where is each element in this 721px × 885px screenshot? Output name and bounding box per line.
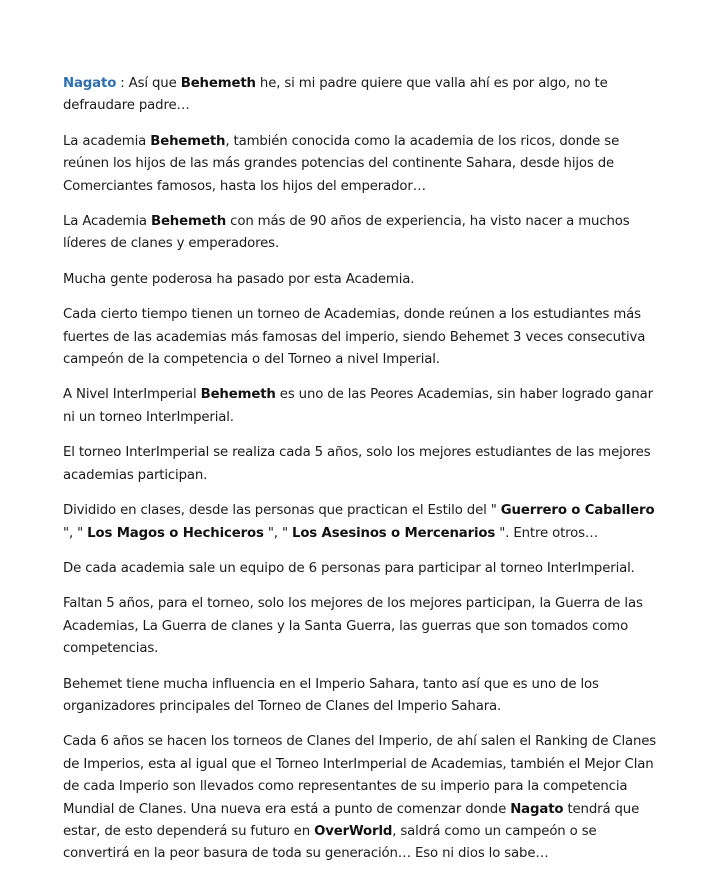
text-run: tendrá que estar, de esto dependerá su futuro en	[63, 801, 640, 839]
text-run: ". Entre otros…	[495, 525, 599, 541]
text-run: La Academia	[63, 214, 151, 230]
text-run: ", "	[263, 525, 292, 541]
paragraph-5	[63, 304, 663, 371]
text-run: De cada academia sale un equipo de 6 personas para participar al torneo InterImperial.	[63, 560, 635, 576]
text-run: : Así que	[116, 76, 181, 91]
bold-term: Behemeth	[150, 214, 227, 230]
text-run: Dividido en clases, desde las personas que practican el Estilo del "	[63, 503, 501, 519]
paragraph-9	[63, 558, 663, 580]
paragraph-10	[63, 593, 663, 660]
paragraph-3	[63, 211, 663, 256]
speaker-name: Nagato	[63, 76, 117, 91]
bold-term: OverWorld	[314, 823, 393, 839]
text-run: Cada cierto tiempo tienen un torneo de Academias, donde reúnen a los estudiantes más fuertes de las academias más famosas del imperio, siendo Behemet 3 veces consecutiva campeón de la competencia o del Torneo a nivel Imperial.	[63, 307, 646, 368]
text-run: Mucha gente poderosa ha pasado por esta Academia.	[63, 271, 415, 287]
paragraph-12	[63, 731, 663, 865]
text-run: , saldrá como un campeón o se convertirá en la peor basura de toda su generación… Eso ni dios lo sabe…	[63, 823, 597, 862]
text-run: Behemet tiene mucha influencia en el Imperio Sahara, tanto así que es uno de los organizadores principales del Torneo de Clanes del Imperio Sahara.	[63, 676, 599, 714]
paragraph-2	[63, 131, 663, 198]
bold-term: Behemeth	[180, 76, 256, 91]
bold-term: Guerrero o Caballero	[500, 503, 655, 519]
paragraph-4	[63, 269, 663, 291]
text-run: es uno de las Peores Academias, sin haber logrado ganar ni un torneo InterImperial.	[63, 387, 653, 425]
text-run: con más de 90 años de experiencia, ha visto nacer a muchos líderes de clanes y emperadores.	[63, 214, 630, 252]
paragraph-8	[63, 500, 663, 545]
text-run: El torneo InterImperial se realiza cada 5 años, solo los mejores estudiantes de las mejores academias participan.	[63, 445, 651, 483]
text-run: Cada 6 años se hacen los torneos de Clanes del Imperio, de ahí salen el Ranking de Clanes de Imperios, esta al igual que el Torneo InterImperial de Academias, también el Mejor Clan de cada Imperio son llevados como representantes de su imperio para la competencia Mundial de Clanes. Una nueva era está a punto de comenzar donde	[63, 734, 657, 817]
paragraph-1	[63, 73, 663, 118]
bold-term: Nagato	[510, 801, 564, 817]
text-run: Faltan 5 años, para el torneo, solo los mejores de los mejores participan, la Guerra de las Academias, La Guerra de clanes y la Santa Guerra, las guerras que son tomados como competencias.	[63, 596, 643, 657]
bold-term: Los Magos o Hechiceros	[87, 525, 264, 541]
document-page	[63, 73, 663, 879]
paragraph-6	[63, 384, 663, 429]
text-run: La academia	[63, 133, 151, 149]
bold-term: Los Asesinos o Mercenarios	[292, 525, 496, 541]
text-run: he, si mi padre quiere que valla ahí es por algo, no te defraudare padre…	[63, 76, 608, 114]
paragraph-7	[63, 442, 663, 487]
text-run: , también conocida como la academia de los ricos, donde se reúnen los hijos de las más grandes potencias del continente Sahara, desde hijos de Comerciantes famosos, hasta los hijos del emperador…	[63, 133, 620, 194]
text-run: ", "	[63, 525, 88, 541]
text-run: A Nivel InterImperial	[63, 387, 201, 403]
bold-term: Behemeth	[150, 133, 226, 149]
bold-term: Behemeth	[200, 387, 276, 403]
paragraph-11	[63, 674, 663, 719]
